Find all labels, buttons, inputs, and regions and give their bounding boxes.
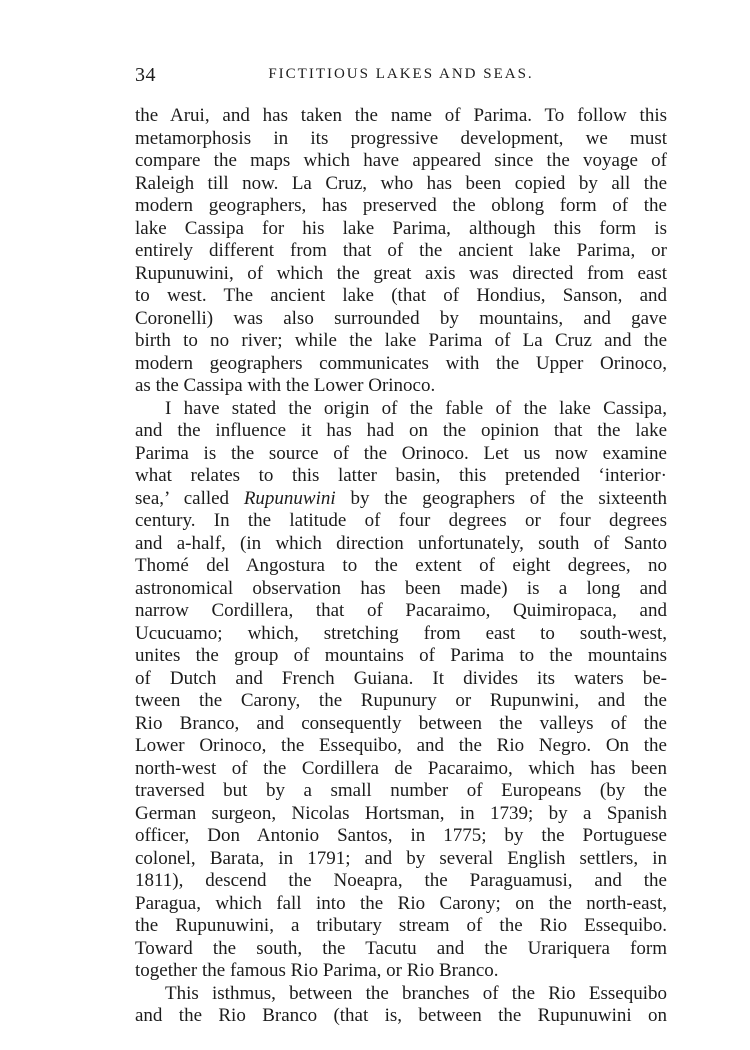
text-line: Ucucuamo; which, stretching from east to south-west, [135,622,667,644]
text-line: north-west of the Cordillera de Pacaraimo, which has been [135,757,667,779]
line-trailing-text: by the geographers of the sixteenth [335,487,667,509]
text-line: compare the maps which have appeared since the voyage of [135,150,667,171]
text-line: Paragua, which fall into the Rio Carony; on the north-east, [135,892,667,914]
text-line: century. In the latitude of four degrees or four degrees [135,510,667,531]
text-line: unites the group of mountains of Parima to the mountains [135,645,667,666]
text-line: colonel, Barata, in 1791; and by several English settlers, in [135,847,667,869]
page-number: 34 [135,64,156,86]
text-line: the Arui, and has taken the name of Parima. To follow this [135,105,667,126]
text-line: Parima is the source of the Orinoco. Let us now examine [135,442,667,464]
text-line: modern geographers, has preserved the oblong form of the [135,195,667,216]
text-line: German surgeon, Nicolas Hortsman, in 1739; by a Spanish [135,802,667,824]
text-line: and the Rio Branco (that is, between the Rupunuwini on [135,1005,667,1026]
text-line: Coronelli) was also surrounded by mountains, and gave [135,307,667,329]
text-line: as the Cassipa with the Lower Orinoco. [135,375,436,396]
body-text [135,105,667,1028]
text-line: and the influence it has had on the opinion that the lake [135,420,667,441]
text-line: metamorphosis in its progressive development, we must [135,127,667,149]
text-line: together the famous Rio Parima, or Rio Branco. [135,960,499,981]
italic-term: Rupunuwini [243,487,336,509]
text-line: what relates to this latter basin, this pretended ‘interior· [135,465,667,486]
text-line: officer, Don Antonio Santos, in 1775; by the Portuguese [135,825,667,846]
text-line: entirely different from that of the ancient lake Parima, or [135,240,667,261]
text-line: Thomé del Angostura to the extent of eight degrees, no [135,555,667,576]
text-line: Raleigh till now. La Cruz, who has been copied by all the [135,172,667,194]
text-line: modern geographers communicates with the Upper Orinoco, [135,352,667,374]
text-line: astronomical observation has been made) is a long and [135,577,667,599]
text-line: Rio Branco, and consequently between the valleys of the [135,712,667,734]
text-line: Lower Orinoco, the Essequibo, and the Rio Negro. On the [135,735,667,756]
line-lead-text: sea,’ called [135,487,244,509]
text-line: birth to no river; while the lake Parima of La Cruz and the [135,330,667,351]
text-line: traversed but by a small number of Europeans (by the [135,780,667,801]
text-line: and a-half, (in which direction unfortunately, south of Santo [135,532,667,554]
running-title: FICTITIOUS LAKES AND SEAS. [268,66,534,82]
text-line: narrow Cordillera, that of Pacaraimo, Quimiropaca, and [135,600,667,621]
text-line: to west. The ancient lake (that of Hondius, Sanson, and [135,285,667,306]
text-line: of Dutch and French Guiana. It divides its waters be- [135,667,667,689]
paragraph-start-line: I have stated the origin of the fable of the lake Cassipa, [165,397,667,419]
running-head [135,64,667,84]
text-line: tween the Carony, the Rupunury or Rupunwini, and the [135,690,667,711]
text-line: 1811), descend the Noeapra, the Paraguamusi, and the [135,870,667,891]
text-line: the Rupunuwini, a tributary stream of the Rio Essequibo. [135,915,667,936]
text-line: Toward the south, the Tacutu and the Urariquera form [135,937,667,959]
text-line: Rupunuwini, of which the great axis was directed from east [135,262,667,284]
paragraph-start-line: This isthmus, between the branches of the Rio Essequibo [165,982,667,1004]
text-line-with-italic [135,488,667,511]
text-line: lake Cassipa for his lake Parima, although this form is [135,217,667,239]
